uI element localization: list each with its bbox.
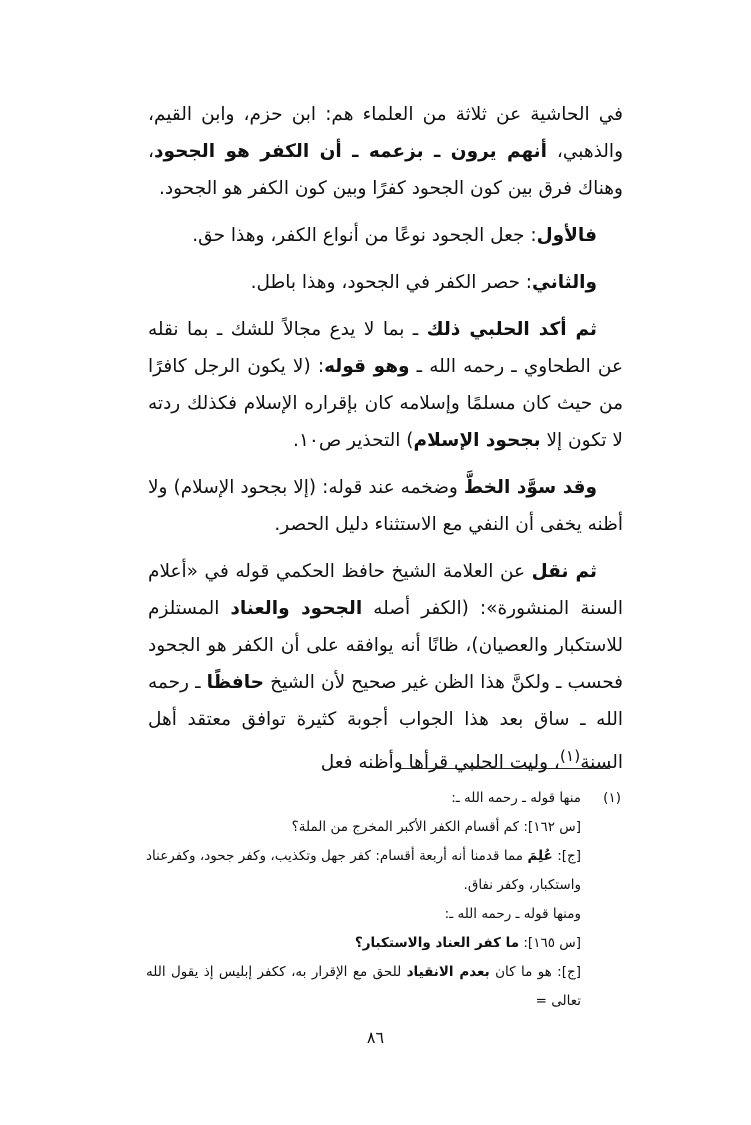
bold-text-run: حافظًا xyxy=(206,672,265,693)
paragraph-2 xyxy=(148,217,623,254)
bold-text-run: بجحود الإسلام xyxy=(413,430,541,451)
text-run: ، وليت الحلبي قرأها وأظنه فعل xyxy=(320,752,560,774)
bold-text-run: والثاني xyxy=(532,272,597,293)
footnote-question-1 xyxy=(146,813,621,842)
bold-text-run: وقد سوَّد الخطَّ xyxy=(463,477,597,498)
footnote-intro-2 xyxy=(146,900,621,929)
bold-text-run: وهو قوله xyxy=(324,356,410,377)
bold-text-run: أنهم يرون ـ بزعمه ـ أن الكفر هو الجحود xyxy=(153,141,547,162)
text-run: عن العلامة الشيخ حافظ الحكمي قوله في «أعلام السنة المنشورة»: (الكفر أصله xyxy=(148,561,623,619)
paragraph-3 xyxy=(148,264,623,301)
footnote-reference: (١) xyxy=(559,747,581,765)
text-run: ) التحذير ص١٠. xyxy=(293,430,414,451)
bold-text-run: ثم أكد الحلبي ذلك xyxy=(426,319,598,340)
text-run: : (لا يكون الرجل كافرًا من حيث كان مسلمًا وإسلامه كان بإقراره الإسلام فكذلك ردته لا تكون إلا xyxy=(148,356,623,451)
paragraph-5 xyxy=(148,469,623,543)
text-run: ومنها قوله ـ رحمه الله ـ: xyxy=(444,906,581,922)
text-run: [س ١٦٥]: xyxy=(519,935,581,951)
footnote-question-2 xyxy=(146,929,621,958)
footnote-divider xyxy=(400,768,610,769)
text-run: [ج]: هو ما كان xyxy=(489,964,581,980)
bold-text-run: فالأول xyxy=(536,225,597,246)
footnote-answer-2 xyxy=(146,958,621,1016)
text-run: [ج]: xyxy=(552,848,581,864)
text-run: في الحاشية عن ثلاثة من العلماء هم: ابن حزم، وابن القيم، والذهبي، xyxy=(148,104,623,162)
text-run: منها قوله ـ رحمه الله ـ: xyxy=(451,790,581,806)
text-run: للحق مع الإقرار به، ككفر إبليس إذ يقول الله تعالى = xyxy=(146,964,581,1009)
text-run: [س ١٦٢]: كم أقسام الكفر الأكبر المخرج من الملة؟ xyxy=(291,819,581,835)
bold-text-run: عُلِمَ xyxy=(527,848,553,864)
footnote-1-intro xyxy=(146,784,621,813)
text-run: : جعل الجحود نوعًا من أنواع الكفر، وهذا حق. xyxy=(192,225,537,246)
text-run: المستلزم للاستكبار والعصيان)، ظانًا أنه يوافقه على أن الكفر هو الجحود فحسب ـ ولكنَّ هذا الظن غير صحيح لأن الشيخ xyxy=(148,598,623,693)
footnote-number: (١) xyxy=(603,790,621,806)
bold-text-run: بعدم الانقياد xyxy=(406,964,490,980)
page-number: ٨٦ xyxy=(366,1028,385,1047)
text-run: مما قدمنا أنه أربعة أقسام: كفر جهل وتكذيب، وكفر جحود، وكفرعناد واستكبار، وكفر نفاق. xyxy=(146,848,581,893)
paragraph-1 xyxy=(148,96,623,207)
footnotes xyxy=(146,784,621,1016)
paragraph-6 xyxy=(148,553,623,781)
bold-text-run: ما كفر العناد والاستكبار؟ xyxy=(354,935,520,951)
bold-text-run: الجحود والعناد xyxy=(230,598,363,619)
text-run: ـ بما لا يدع مجالاً للشك ـ بما نقله عن الطحاوي ـ رحمه الله ـ xyxy=(148,319,623,377)
text-run: : حصر الكفر في الجحود، وهذا باطل. xyxy=(250,272,533,293)
footnote-answer-1 xyxy=(146,842,621,900)
paragraph-4 xyxy=(148,311,623,459)
main-text xyxy=(148,96,623,781)
text-run: ـ رحمه الله ـ ساق بعد هذا الجواب أجوبة كثيرة توافق معتقد أهل السنة xyxy=(148,672,623,774)
text-run: وضخمه عند قوله: (إلا بجحود الإسلام) ولا أظنه يخفى أن النفي مع الاستثناء دليل الحصر. xyxy=(148,477,623,535)
bold-text-run: ثم نقل xyxy=(531,561,597,582)
text-run: ، وهناك فرق بين كون الجحود كفرًا وبين كون الكفر هو الجحود. xyxy=(148,141,623,199)
